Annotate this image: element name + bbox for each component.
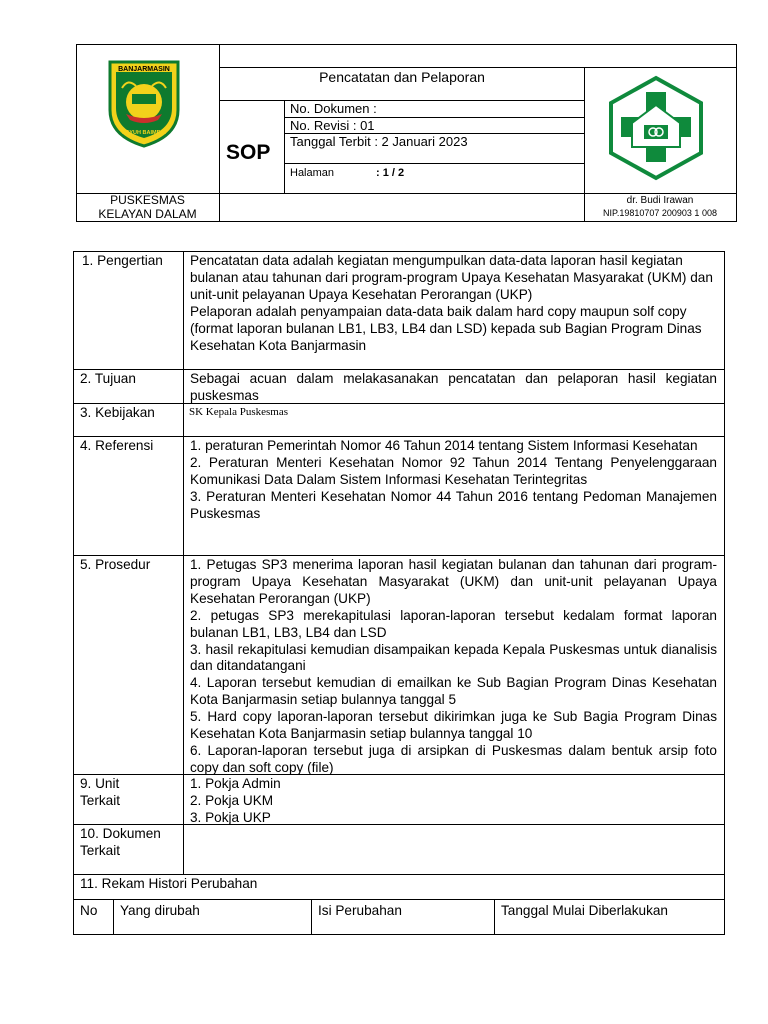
tujuan-text: Sebagai acuan dalam melakasanakan pencatatan dan pelaporan hasil kegiatan puskesmas bbox=[190, 371, 717, 403]
sop-label: SOP bbox=[226, 141, 271, 164]
referensi-item: 1. peraturan Pemerintah Nomor 46 Tahun 2014 tentang Sistem Informasi Kesehatan bbox=[190, 438, 698, 453]
history-col-no: No bbox=[80, 903, 98, 918]
no-revisi-field: No. Revisi : 01 bbox=[290, 118, 375, 133]
signer-nip: NIP.19810707 200903 1 008 bbox=[603, 208, 717, 218]
pengertian-paragraph: Pencatatan data adalah kegiatan mengumpulkan data-data laporan hasil kegiatan bulanan atau tahunan dari program-program Upaya Kesehatan Masyarakat (UKM) dan unit-unit pelayanan Upaya Kesehatan Perorangan (UKP) bbox=[190, 253, 713, 302]
signer-name: dr. Budi Irawan bbox=[626, 195, 694, 206]
referensi-label: 4. Referensi bbox=[80, 438, 154, 453]
history-col-isi-perubahan: Isi Perubahan bbox=[318, 903, 402, 918]
no-dokumen-field: No. Dokumen : bbox=[290, 101, 377, 116]
prosedur-content bbox=[190, 557, 717, 777]
prosedur-label: 5. Prosedur bbox=[80, 557, 151, 572]
org-name-line1: PUSKESMAS bbox=[110, 193, 185, 207]
puskesmas-logo bbox=[606, 75, 706, 181]
kebijakan-text: SK Kepala Puskesmas bbox=[189, 406, 288, 418]
prosedur-item: 1. Petugas SP3 menerima laporan hasil kegiatan bulanan dan tahunan dari program-program Upaya Kesehatan Masyarakat (UKM) dan unit-unit pelayanan Upaya Kesehatan Perorangan (UKP) bbox=[190, 557, 717, 606]
logo-top-text: BANJARMASIN bbox=[118, 66, 170, 73]
document-title: Pencatatan dan Pelaporan bbox=[319, 69, 485, 85]
referensi-content bbox=[190, 438, 717, 523]
dokumen-terkait-label bbox=[80, 826, 161, 860]
unit-terkait-item: 3. Pokja UKP bbox=[190, 809, 271, 825]
prosedur-item: 5. Hard copy laporan-laporan tersebut dikirimkan juga ke Sub Bagia Program Dinas Kesehatan Kota Banjarmasin setiap bulannya tanggal 10 bbox=[190, 709, 717, 742]
rekam-histori-label: 11. Rekam Histori Perubahan bbox=[80, 876, 258, 891]
kebijakan-label: 3. Kebijakan bbox=[80, 405, 155, 420]
logo-bottom-text: KAYUH BAIMBAI bbox=[121, 130, 167, 136]
prosedur-item: 4. Laporan tersebut kemudian di emailkan ke Sub Bagian Program Dinas Kesehatan Kota Banjarmasin setiap bulannya tanggal 5 bbox=[190, 675, 717, 708]
unit-terkait-content bbox=[190, 776, 717, 827]
unit-terkait-label-line2: Terkait bbox=[80, 792, 121, 808]
history-col-yang-dirubah: Yang dirubah bbox=[120, 903, 200, 918]
prosedur-item: 3. hasil rekapitulasi kemudian disampaikan kepada Kepala Puskesmas untuk dianalisis dan ditandatangani bbox=[190, 641, 717, 674]
dokumen-terkait-label-line1: 10. Dokumen bbox=[80, 826, 161, 841]
history-col-tanggal-mulai: Tanggal Mulai Diberlakukan bbox=[501, 903, 668, 918]
prosedur-item: 2. petugas SP3 merekapitulasi laporan-laporan tersebut kedalam format laporan bulanan LB1, LB3, LB4 dan LSD bbox=[190, 607, 717, 640]
unit-terkait-label-line1: 9. Unit bbox=[80, 776, 120, 791]
tujuan-content bbox=[190, 371, 717, 405]
referensi-item: 2. Peraturan Menteri Kesehatan Nomor 92 Tahun 2014 Tentang Penyelenggaraan Komunikasi Data Dalam Sistem Informasi Kesehatan Terintegritas bbox=[190, 454, 717, 487]
banjarmasin-logo bbox=[106, 58, 182, 148]
tujuan-label: 2. Tujuan bbox=[80, 371, 136, 386]
prosedur-item: 6. Laporan-laporan tersebut juga di arsipkan di Puskesmas dalam bentuk arsip foto copy dan soft copy (file) bbox=[190, 742, 717, 775]
halaman-value: : 1 / 2 bbox=[376, 167, 405, 179]
referensi-item: 3. Peraturan Menteri Kesehatan Nomor 44 Tahun 2016 tentang Pedoman Manajemen Puskesmas bbox=[190, 488, 717, 521]
pengertian-paragraph: Pelaporan adalah penyampaian data-data baik dalam hard copy maupun solf copy (format laporan bulanan LB1, LB3, LB4 dan LSD) kepada sub Bagian Program Dinas Kesehatan Kota Banjarmasin bbox=[190, 303, 702, 353]
tanggal-terbit-field: Tanggal Terbit : 2 Januari 2023 bbox=[290, 134, 468, 149]
halaman-label: Halaman bbox=[290, 167, 335, 179]
pengertian-content bbox=[190, 253, 717, 354]
unit-terkait-item: 2. Pokja UKM bbox=[190, 792, 274, 808]
unit-terkait-item: 1. Pokja Admin bbox=[190, 776, 281, 791]
pengertian-label: 1. Pengertian bbox=[82, 253, 163, 268]
dokumen-terkait-label-line2: Terkait bbox=[80, 842, 121, 858]
org-name-line2: KELAYAN DALAM bbox=[98, 207, 197, 221]
unit-terkait-label bbox=[80, 776, 120, 810]
